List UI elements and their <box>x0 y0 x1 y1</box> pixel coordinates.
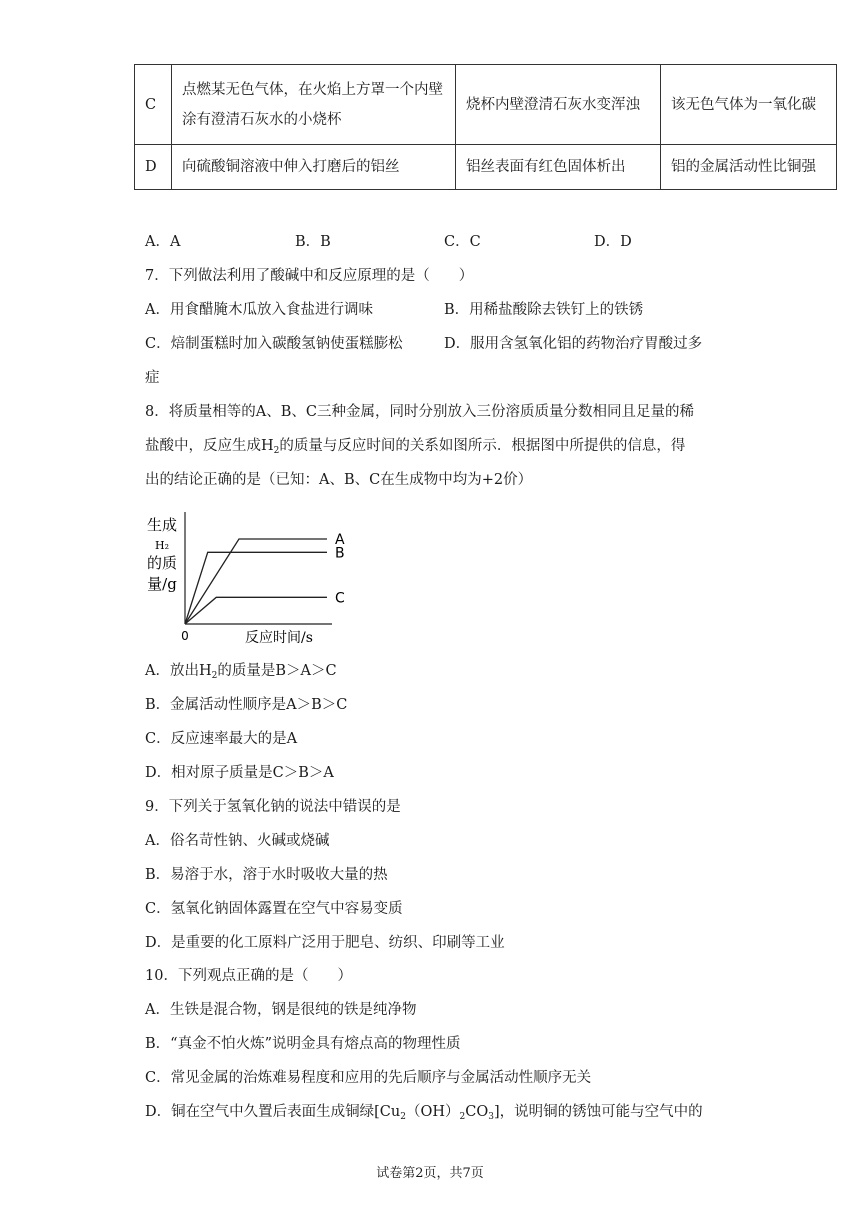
q7-option-d-wrap: 症 <box>145 370 160 386</box>
q7-option-c: C．焙制蛋糕时加入碳酸氢钠使蛋糕膨松 <box>145 336 403 352</box>
q10-option-a: A．生铁是混合物，钢是很纯的铁是纯净物 <box>145 1002 417 1018</box>
origin-label: 0 <box>181 629 189 643</box>
q8-option-a-pre: A．放出H <box>145 663 212 679</box>
q10-option-c: C．常见金属的治炼难易程度和应用的先后顺序与金属活动性顺序无关 <box>145 1070 592 1086</box>
table-row <box>135 145 837 190</box>
q10-option-d-sub1: 2 <box>400 1112 406 1122</box>
q8-stem-line2-pre: 盐酸中，反应生成H <box>145 438 274 454</box>
row-label: C <box>135 65 172 145</box>
q10-option-d-pre: D．铜在空气中久置后表面生成铜绿[Cu <box>145 1104 401 1120</box>
page-footer: 试卷第2页，共7页 <box>376 1166 484 1181</box>
series-line-c <box>185 597 327 624</box>
series-label-a: A <box>335 532 345 548</box>
q10-option-d-post: CO <box>465 1104 489 1120</box>
q7-option-a: A．用食醋腌木瓜放入食盐进行调味 <box>145 302 373 318</box>
q6-option-a: A．A <box>145 234 181 250</box>
y-axis-label-line: H₂ <box>154 539 170 552</box>
phenomenon-cell: 烧杯内壁澄清石灰水变浑浊 <box>456 65 661 145</box>
operation-cell: 向硫酸铜溶液中伸入打磨后的铝丝 <box>172 145 456 190</box>
q8-option-b: B．金属活动性顺序是A＞B＞C <box>145 697 348 713</box>
phenomenon-cell: 铝丝表面有红色固体析出 <box>456 145 661 190</box>
series-line-b <box>185 552 327 624</box>
q8-stem-line3: 出的结论正确的是（已知：A、B、C在生成物中均为+2价） <box>145 472 533 488</box>
q9-option-b: B．易溶于水，溶于水时吸收大量的热 <box>145 867 388 883</box>
y-axis-label-line: 量/g <box>147 575 177 593</box>
q10-option-d-mid: （OH） <box>405 1104 460 1120</box>
q8-option-d: D．相对原子质量是C＞B＞A <box>145 765 334 781</box>
y-axis-label-line: 生成 <box>146 516 178 534</box>
q10-option-d <box>145 1101 703 1128</box>
q8-option-a-sub: 2 <box>211 671 218 681</box>
q7-option-b: B．用稀盐酸除去铁钉上的铁锈 <box>444 302 644 318</box>
experiment-table <box>134 64 837 190</box>
q8-option-a-post: 的质量是B＞A＞C <box>217 663 337 679</box>
y-axis-label-line: 的质 <box>146 554 178 572</box>
q8-stem-line2-sub: 2 <box>273 446 280 456</box>
q8-stem-line2-post: 的质量与反应时间的关系如图所示．根据图中所提供的信息，得 <box>279 438 686 454</box>
q9-stem: 9．下列关于氢氧化钠的说法中错误的是 <box>145 799 401 815</box>
table-row <box>135 65 837 145</box>
q8-option-c: C．反应速率最大的是A <box>145 731 298 747</box>
series-label-c: C <box>335 590 345 607</box>
q6-option-d: D．D <box>594 234 632 250</box>
q9-option-c: C．氢氧化钠固体露置在空气中容易变质 <box>145 901 403 917</box>
q7-stem: 7．下列做法利用了酸碱中和反应原理的是（ ） <box>145 268 474 284</box>
row-label: D <box>135 145 172 190</box>
q10-option-d-sub2: 2 <box>459 1112 466 1122</box>
q6-option-c: C．C <box>444 234 481 250</box>
q6-option-b: B．B <box>295 234 331 250</box>
conclusion-cell: 该无色气体为一氧化碳 <box>661 65 837 145</box>
q9-option-d: D．是重要的化工原料广泛用于肥皂、纺织、印刷等工业 <box>145 935 505 951</box>
series-label-b: B <box>335 545 345 562</box>
q7-option-d: D．服用含氢氧化铝的药物治疗胃酸过多 <box>444 336 703 352</box>
q10-option-b: B．“真金不怕火炼”说明金具有熔点高的物理性质 <box>145 1036 461 1052</box>
q10-stem: 10．下列观点正确的是（ ） <box>145 968 352 984</box>
q9-option-a: A．俗名苛性钠、火碱或烧碱 <box>145 833 330 849</box>
h2-mass-chart <box>140 512 345 647</box>
q8-stem-line2 <box>145 435 685 462</box>
x-axis-label: 反应时间/s <box>245 630 313 646</box>
q8-stem-line1: 8．将质量相等的A、B、C三种金属，同时分别放入三份溶质质量分数相同且足量的稀 <box>145 404 694 420</box>
operation-cell: 点燃某无色气体，在火焰上方罩一个内壁涂有澄清石灰水的小烧杯 <box>172 65 456 145</box>
conclusion-cell: 铝的金属活动性比铜强 <box>661 145 837 190</box>
q8-option-a <box>145 660 337 687</box>
q10-option-d-tail: ]，说明铜的锈蚀可能与空气中的 <box>493 1104 703 1120</box>
q10-option-d-sub3: 3 <box>488 1112 494 1122</box>
